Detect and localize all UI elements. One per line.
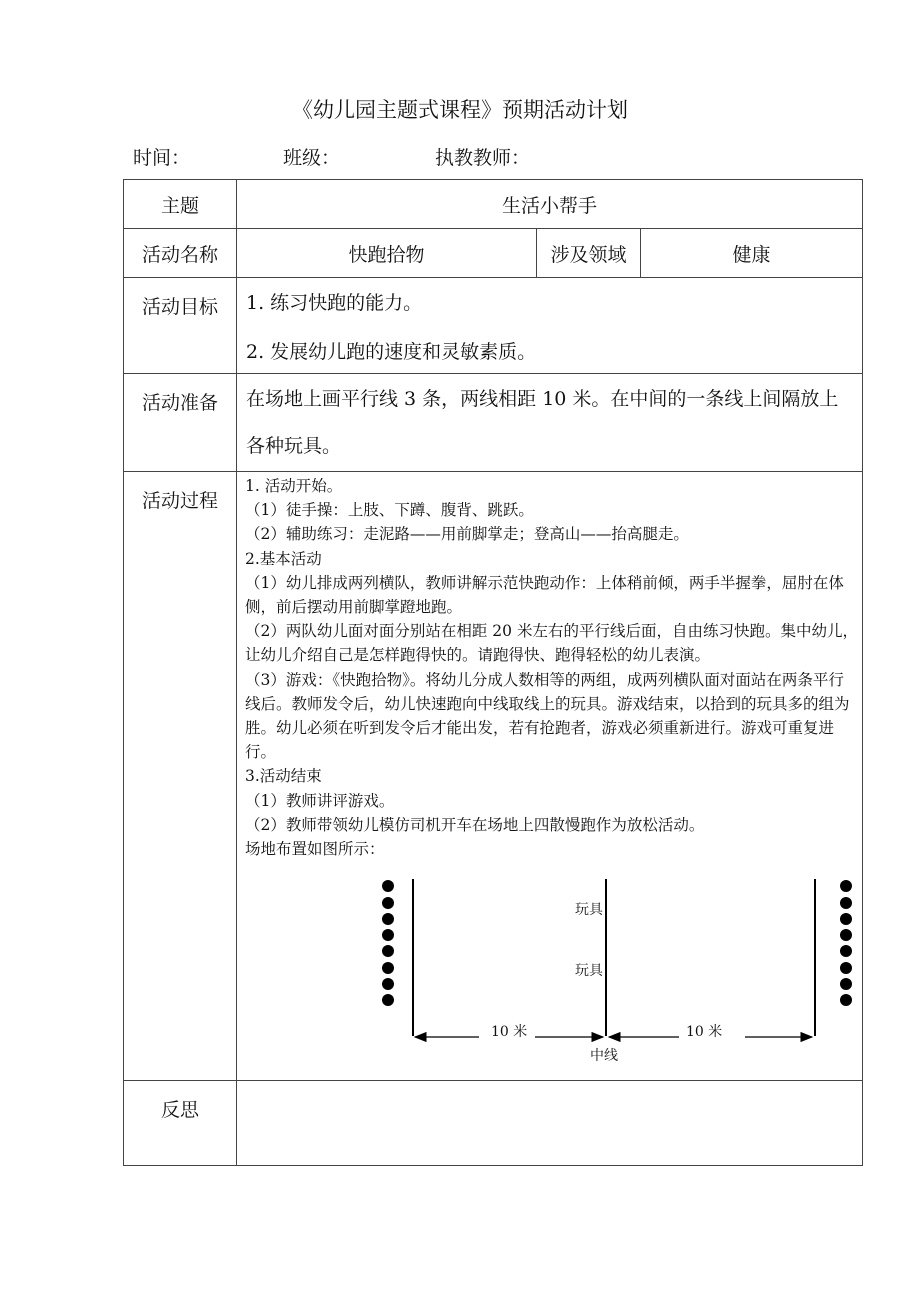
process-line: 场地布置如图所示： bbox=[245, 840, 385, 859]
goal-cell bbox=[237, 278, 863, 374]
goal-item-2: 2. 发展幼儿跑的速度和灵敏素质。 bbox=[246, 341, 537, 363]
player-dot bbox=[840, 978, 852, 990]
process-text bbox=[237, 472, 862, 861]
midline-label: 中线 bbox=[590, 1048, 618, 1065]
domain-label: 涉及领域 bbox=[537, 229, 641, 278]
process-line: （2）辅助练习：走泥路——用前脚掌走；登高山——抬高腿走。 bbox=[245, 525, 689, 544]
reflection-row bbox=[124, 1081, 863, 1166]
process-label: 活动过程 bbox=[124, 472, 237, 1081]
process-row bbox=[124, 472, 863, 1081]
theme-label: 主题 bbox=[124, 180, 237, 229]
player-dot bbox=[840, 994, 852, 1006]
prep-text: 在场地上画平行线 3 条，两线相距 10 米。在中间的一条线上间隔放上各种玩具。 bbox=[246, 388, 839, 457]
process-line: （1）徒手操：上肢、下蹲、腹背、跳跃。 bbox=[245, 501, 534, 520]
goal-label: 活动目标 bbox=[124, 278, 237, 374]
process-line: 1. 活动开始。 bbox=[245, 477, 343, 495]
player-dot bbox=[840, 945, 852, 957]
process-line: （1）教师讲评游戏。 bbox=[245, 791, 395, 810]
domain-value: 健康 bbox=[641, 229, 863, 278]
process-cell bbox=[237, 472, 863, 1081]
distance-arrows bbox=[229, 861, 829, 1051]
goal-row bbox=[124, 278, 863, 374]
distance-label-right: 10 米 bbox=[686, 1024, 723, 1041]
prep-cell bbox=[237, 374, 863, 472]
prep-label: 活动准备 bbox=[124, 374, 237, 472]
toy-label-1: 玩具 bbox=[575, 902, 603, 919]
time-label: 时间： bbox=[133, 147, 191, 169]
process-line: （2）教师带领幼儿模仿司机开车在场地上四散慢跑作为放松活动。 bbox=[245, 815, 705, 834]
plan-table bbox=[123, 179, 863, 1166]
process-line: 2.基本活动 bbox=[245, 549, 322, 568]
activity-name-label: 活动名称 bbox=[124, 229, 237, 278]
toy-label-2: 玩具 bbox=[575, 963, 603, 980]
teacher-label: 执教教师： bbox=[435, 147, 531, 169]
field-layout-diagram bbox=[229, 861, 829, 1065]
prep-row bbox=[124, 374, 863, 472]
activity-name-value: 快跑拾物 bbox=[237, 229, 537, 278]
activity-name-row bbox=[124, 229, 863, 278]
process-line: （3）游戏：《快跑拾物》。将幼儿分成人数相等的两组，成两列横队面对面站在两条平行线后。教师发令后，幼儿快速跑向中线取线上的玩具。游戏结束，以拾到的玩具多的组为胜。幼儿必须在听到发令后才能出发，若有抢跑者，游戏必须重新进行。游戏可重复进行。 bbox=[245, 670, 850, 762]
theme-row bbox=[124, 180, 863, 229]
process-line: （1）幼儿排成两列横队，教师讲解示范快跑动作：上体稍前倾，两手半握拳，屈肘在体侧，前后摆动用前脚掌蹬地跑。 bbox=[245, 573, 844, 617]
process-line: 3.活动结束 bbox=[245, 767, 322, 786]
player-dot bbox=[840, 880, 852, 892]
theme-value: 生活小帮手 bbox=[237, 180, 863, 229]
reflection-cell bbox=[237, 1081, 863, 1166]
player-dot bbox=[840, 913, 852, 925]
reflection-label: 反思 bbox=[124, 1081, 237, 1166]
process-line: （2）两队幼儿面对面分别站在相距 20 米左右的平行线后面，自由练习快跑。集中幼儿，让幼儿介绍自己是怎样跑得快的。请跑得快、跑得轻松的幼儿表演。 bbox=[245, 622, 858, 665]
player-dot bbox=[840, 962, 852, 974]
goal-item-1: 1. 练习快跑的能力。 bbox=[246, 292, 423, 314]
page-title: 《幼儿园主题式课程》预期活动计划 bbox=[292, 98, 628, 122]
player-dot bbox=[840, 897, 852, 909]
class-label: 班级： bbox=[283, 147, 341, 169]
player-dot bbox=[840, 929, 852, 941]
distance-label-left: 10 米 bbox=[491, 1024, 528, 1041]
